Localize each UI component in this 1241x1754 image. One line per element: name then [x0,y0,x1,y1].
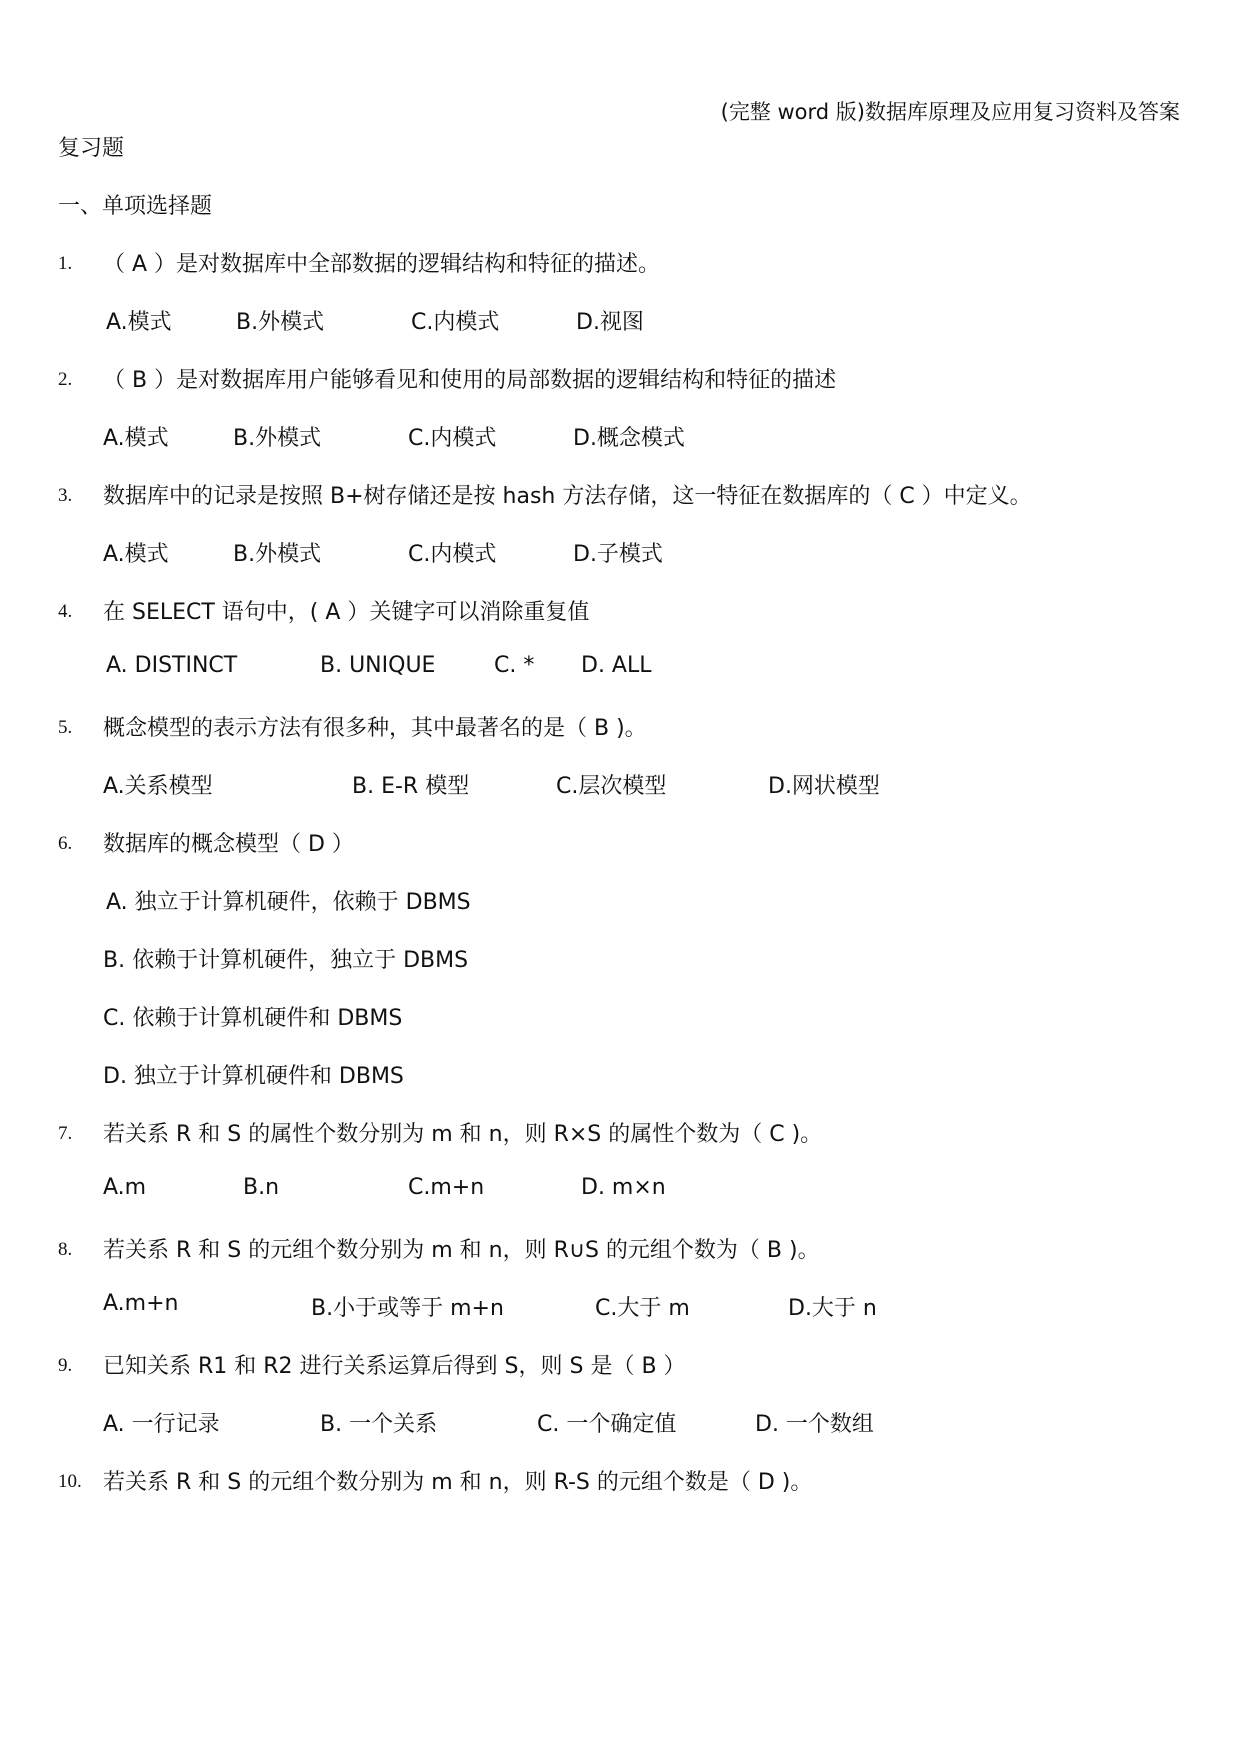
option-a: A.模式 [103,426,169,451]
option-a: A. 一行记录 [103,1412,220,1437]
option-b: B. 依赖于计算机硬件，独立于 DBMS [103,948,469,973]
option-a: A. DISTINCT [106,653,238,678]
question-number: 5. [58,717,73,738]
option-d: D.网状模型 [768,774,880,799]
option-d: D. 独立于计算机硬件和 DBMS [103,1064,404,1089]
option-c: C.内模式 [408,542,497,567]
option-c: C. * [494,653,535,678]
question-text: 已知关系 R1 和 R2 进行关系运算后得到 S，则 S 是（ B ） [103,1354,686,1379]
question-text: 概念模型的表示方法有很多种，其中最著名的是（ B )。 [103,716,647,741]
question-number: 8. [58,1239,73,1260]
option-a: A.m+n [103,1291,179,1316]
question-number: 4. [58,601,73,622]
option-c: C. 依赖于计算机硬件和 DBMS [103,1006,403,1031]
option-a: A.模式 [103,542,169,567]
option-c: C.大于 m [595,1296,690,1321]
question-text: 若关系 R 和 S 的元组个数分别为 m 和 n，则 R∪S 的元组个数为（ B )。 [103,1238,820,1263]
question-text: 若关系 R 和 S 的属性个数分别为 m 和 n，则 R×S 的属性个数为（ C )。 [103,1122,823,1147]
question-text: （ A ）是对数据库中全部数据的逻辑结构和特征的描述。 [103,252,661,277]
option-d: D.子模式 [573,542,663,567]
question-number: 7. [58,1123,73,1144]
page-header: (完整 word 版)数据库原理及应用复习资料及答案 [720,100,1180,124]
question-number: 6. [58,833,73,854]
option-b: B.外模式 [233,542,322,567]
option-a: A. 独立于计算机硬件，依赖于 DBMS [106,890,471,915]
option-a: A.m [103,1175,147,1200]
question-number: 10. [58,1471,82,1492]
option-c: C.m+n [408,1175,485,1200]
option-a: A.模式 [106,310,172,335]
option-c: C.内模式 [411,310,500,335]
option-b: B.外模式 [236,310,325,335]
question-text: 数据库中的记录是按照 B+树存储还是按 hash 方法存储，这一特征在数据库的（ C ）中定义。 [103,484,1032,509]
option-d: D. 一个数组 [755,1412,874,1437]
option-d: D.大于 n [788,1296,877,1321]
option-d: D. ALL [581,653,652,678]
question-text: 若关系 R 和 S 的元组个数分别为 m 和 n，则 R-S 的元组个数是（ D )。 [103,1470,813,1495]
option-b: B.外模式 [233,426,322,451]
question-text: 数据库的概念模型（ D ） [103,832,354,857]
question-number: 2. [58,369,73,390]
option-b: B. 一个关系 [320,1412,438,1437]
option-d: D.视图 [576,310,644,335]
question-number: 1. [58,253,73,274]
option-d: D.概念模式 [573,426,685,451]
question-number: 3. [58,485,73,506]
option-c: C.内模式 [408,426,497,451]
question-text: （ B ）是对数据库用户能够看见和使用的局部数据的逻辑结构和特征的描述 [103,368,837,393]
option-b: B.n [243,1175,280,1200]
option-b: B.小于或等于 m+n [311,1296,504,1321]
option-a: A.关系模型 [103,774,213,799]
question-number: 9. [58,1355,73,1376]
section-heading: 一、单项选择题 [58,194,213,219]
option-b: B. UNIQUE [320,653,436,678]
option-d: D. m×n [581,1175,666,1200]
document-title: 复习题 [58,136,125,161]
option-c: C. 一个确定值 [537,1412,677,1437]
question-text: 在 SELECT 语句中，( A ）关键字可以消除重复值 [103,600,590,625]
option-c: C.层次模型 [556,774,667,799]
option-b: B. E-R 模型 [352,774,470,799]
